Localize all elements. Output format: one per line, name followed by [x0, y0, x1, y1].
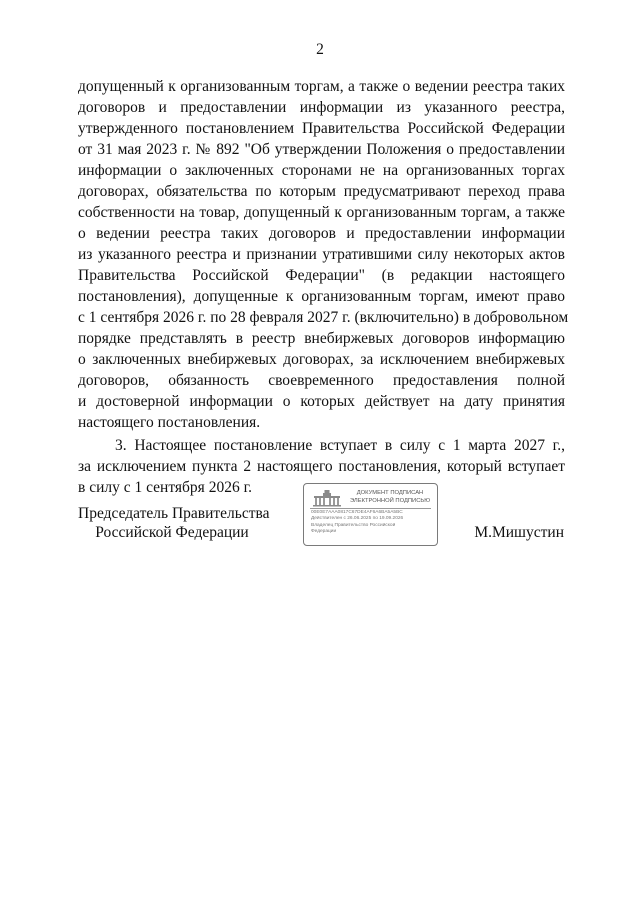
electronic-signature-stamp	[303, 483, 438, 546]
signer-name: М.Мишустин	[474, 524, 564, 541]
government-building-emblem-icon	[310, 489, 344, 507]
stamp-details	[311, 510, 435, 536]
stamp-issuer: Федерации	[311, 529, 337, 535]
text-line: о заключенных внебиржевых договорах, за исключением внебиржевых	[78, 351, 565, 368]
signer-position-line: Российской Федерации	[95, 524, 249, 541]
text-line: от 31 мая 2023 г. № 892 "Об утверждении Положения о предоставлении	[78, 141, 565, 158]
text-line: 3. Настоящее постановление вступает в силу с 1 марта 2027 г.,	[115, 437, 565, 454]
text-line: собственности на товар, допущенный к организованным торгам, а также	[78, 204, 565, 221]
text-line: договоров и предоставлении информации из указанного реестра,	[78, 99, 565, 116]
text-line: из указанного реестра и признании утратившими силу некоторых актов	[78, 246, 565, 263]
text-line: в силу с 1 сентября 2026 г.	[78, 479, 253, 496]
text-line: Правительства Российской Федерации" (в редакции настоящего	[78, 267, 565, 284]
text-line: и достоверной информации о которых действует на дату принятия	[78, 393, 565, 410]
document-body	[78, 76, 569, 498]
signer-position-line: Председатель Правительства	[78, 505, 270, 522]
text-line: допущенный к организованным торгам, а также о ведении реестра таких	[78, 78, 565, 95]
text-line: договоров, обязанность своевременного предоставления полной	[78, 372, 565, 389]
text-line: порядке представлять в реестр внебиржевых договоров информацию	[78, 330, 565, 347]
text-line: утвержденного постановлением Правительства Российской Федерации	[78, 120, 565, 137]
stamp-certificate: 00E0E7AAA0817C67DE4AF6A6BA5A5BC	[311, 510, 403, 515]
text-line: с 1 сентября 2026 г. по 28 февраля 2027 г. (включительно) в добровольном	[78, 309, 569, 326]
text-line: информации о заключенных сторонами не на организованных торгах	[78, 162, 565, 179]
stamp-valid-period: Действителен с 26.06.2025 по 19.09.2026	[311, 516, 404, 522]
text-line: о ведении реестра таких договоров и предоставлении информации	[78, 225, 565, 242]
text-line: договорах, обязательства по которым предусматривают переход права	[78, 183, 565, 200]
text-line: за исключением пункта 2 настоящего постановления, который вступает	[78, 458, 565, 475]
text-line: постановления), допущенные к организованным торгам, имеют право	[78, 288, 565, 305]
text-line: настоящего постановления.	[78, 414, 261, 431]
stamp-title-line: ДОКУМЕНТ ПОДПИСАН	[356, 490, 424, 496]
signer-position	[78, 504, 270, 542]
stamp-title	[344, 490, 436, 505]
stamp-issuer: Владелец Правительство Российской	[311, 522, 396, 528]
stamp-divider	[310, 508, 431, 509]
stamp-title-line: ЭЛЕКТРОННОЙ ПОДПИСЬЮ	[349, 497, 431, 504]
page-number: 2	[316, 41, 324, 58]
paragraph-continuation	[78, 76, 569, 433]
